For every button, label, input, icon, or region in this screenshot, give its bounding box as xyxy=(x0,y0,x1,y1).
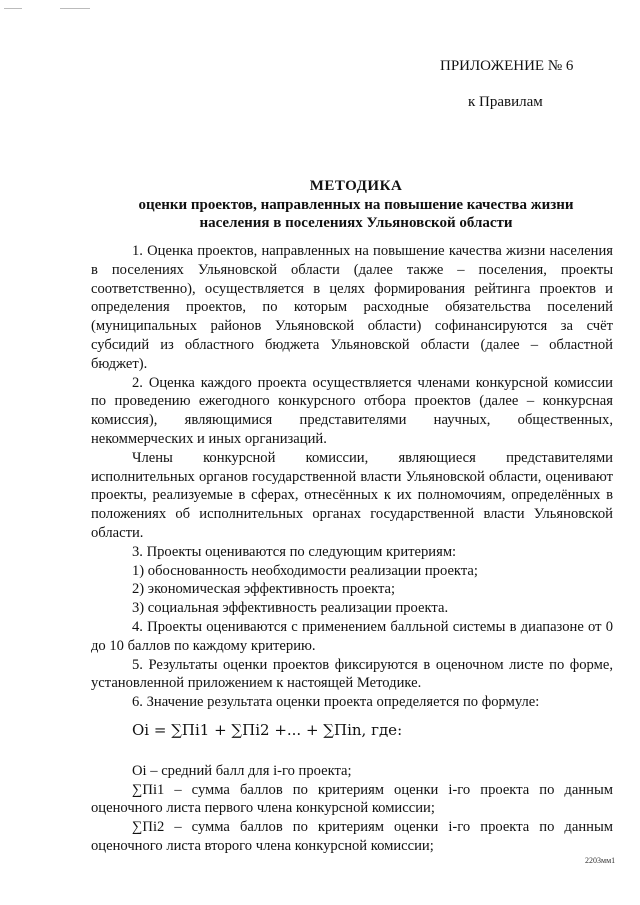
appendix-number: ПРИЛОЖЕНИЕ № 6 xyxy=(440,58,574,74)
list-item: 2) экономическая эффективность проекта; xyxy=(132,581,396,598)
list-item: 1) обоснованность необходимости реализации проекта; xyxy=(132,562,478,579)
document-subtitle: оценки проектов, направленных на повышение качества жизни населения в поселениях Ульяновской области xyxy=(138,197,574,231)
paragraph: 2. Оценка каждого проекта осуществляется членами конкурсной комиссии по проведению ежегодного конкурсного отбора проектов (далее – конкурсная комиссия), являющимися представителями научных, общественных, некоммерческих и иных организаций. xyxy=(91,374,613,447)
paragraph: 5. Результаты оценки проектов фиксируются в оценочном листе по форме, установленной приложением к настоящей Методике. xyxy=(91,656,613,692)
definition: Оi – средний балл для i-го проекта; xyxy=(132,762,352,779)
footer-code: 2203мм1 xyxy=(585,856,616,865)
definition: ∑Пi2 – сумма баллов по критериям оценки i-го проекта по данным оценочного листа второго члена конкурсной комиссии; xyxy=(91,819,613,854)
scan-artifact xyxy=(60,8,90,9)
document-title: МЕТОДИКА xyxy=(309,178,403,194)
definition: ∑Пi1 – сумма баллов по критериям оценки i-го проекта по данным оценочного листа первого члена конкурсной комиссии; xyxy=(91,781,613,817)
paragraph: Члены конкурсной комиссии, являющиеся представителями исполнительных органов государственной власти Ульяновской области, оценивают проекты, реализуемые в сферах, отнесённых к их полномочиям, определённых в положениях об исполнительных органах государственной власти Ульяновской области. xyxy=(91,449,613,541)
paragraph: 1. Оценка проектов, направленных на повышение качества жизни населения в поселениях Ульяновской области (далее также – поселения, проекты соответственно), осуществляется в целях формирования рейтинга проектов и определения проектов, по которым расходные обязательства поселений (муниципальных районов Ульяновской области) софинансируются за счёт субсидий из областного бюджета Ульяновской области (далее – областной бюджет). xyxy=(91,243,613,372)
appendix-reference: к Правилам xyxy=(468,94,543,110)
formula: Оi = ∑Пi1 + ∑Пi2 +... + ∑Пin, где: xyxy=(132,720,403,739)
document-body xyxy=(91,242,613,856)
list-item: 3) социальная эффективность реализации проекта. xyxy=(132,600,449,617)
paragraph: 4. Проекты оцениваются с применением балльной системы в диапазоне от 0 до 10 баллов по каждому критерию. xyxy=(91,618,613,654)
scan-artifact xyxy=(4,8,22,9)
paragraph: 3. Проекты оцениваются по следующим критериям: xyxy=(132,543,457,560)
paragraph: 6. Значение результата оценки проекта определяется по формуле: xyxy=(132,694,540,711)
